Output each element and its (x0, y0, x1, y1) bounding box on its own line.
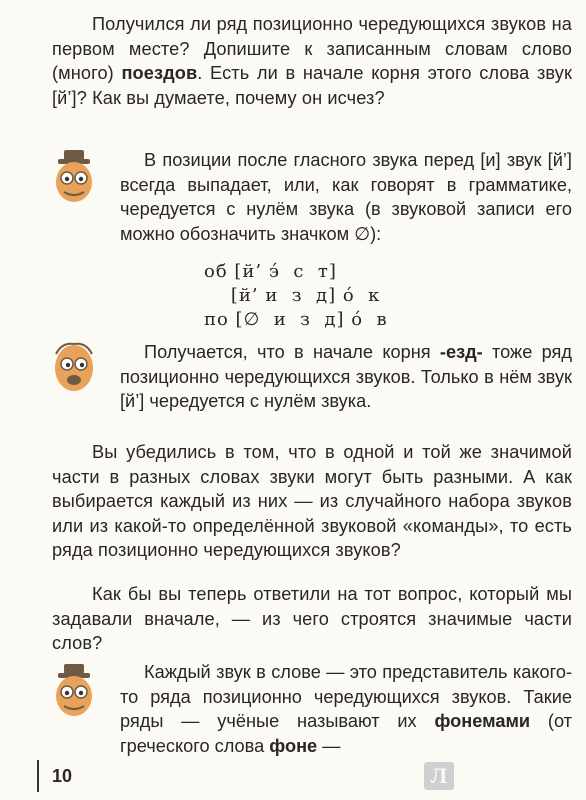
note-box-root-ezd (52, 340, 572, 420)
cartoon-mascot-icon (52, 664, 96, 718)
transcription-line-1: об [й’ э́ с т] (204, 261, 337, 282)
note-box-rule (52, 148, 572, 332)
watermark-logo: Л (424, 762, 454, 790)
cartoon-mascot-icon (52, 340, 96, 394)
keyword-poezdov: поездов (121, 63, 198, 83)
paragraph-question-trains: Получился ли ряд позиционно чередующихся звуков на первом месте? Допишите к записанным словам слово (много) поездов. Есть ли в начале корня этого слова звук [й’]? Как вы думаете, почему он исчез? (52, 14, 573, 108)
cartoon-mascot-icon (52, 150, 96, 204)
page-number: 10 (52, 766, 73, 786)
keyword-fone: фоне (269, 735, 318, 756)
phonemes-text: Каждый звук в слове — это представитель какого-то ряда позиционно чередующихся звуков. Такие ряды — учёные называют их фонемами (от греческого слова фоне — (120, 662, 573, 756)
keyword-fonemami: фонемами (434, 711, 531, 731)
note-box-phonemes (52, 660, 573, 756)
keyword-ezd: -езд- (439, 342, 483, 362)
paragraph-sound-command: Вы убедились в том, что в одной и той же значимой части в разных словах звуки могут быть разными. А как выбирается каждый из них — из случайного набора звуков или из какой-то определённой звуковой «команды», то есть ряда позиционно чередующихся звуков? (52, 442, 572, 560)
root-ezd-text: Получается, что в начале корня -езд- тоже ряд позиционно чередующихся звуков. Только в нём звук [й’] чередуется с нулём звука. (120, 342, 572, 411)
transcription-line-2: [й’ и з д] о́ к (204, 285, 381, 306)
rule-text: В позиции после гласного звука перед [и] звук [й’] всегда выпадает, или, как говорят в грамматике, чередуется с нулём звука (в звуковой записи его можно обозначить значком ∅): (120, 150, 572, 244)
transcription-line-3: по [∅ и з д] о́ в (204, 309, 388, 330)
footer-rule (37, 760, 39, 792)
paragraph-question-parts: Как бы вы теперь ответили на тот вопрос, который мы задавали вначале, — из чего строятся значимые части слов? (52, 584, 572, 653)
